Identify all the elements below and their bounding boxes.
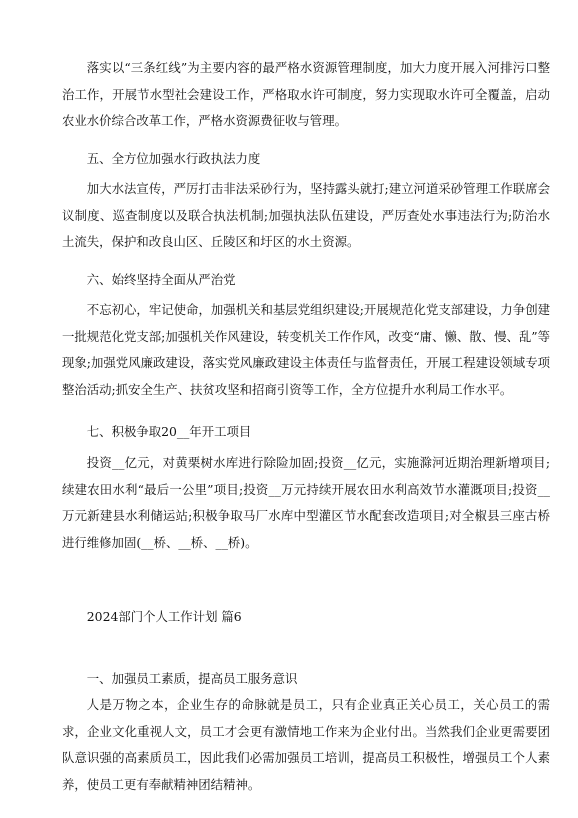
paragraph-party-building: 不忘初心，牢记使命，加强机关和基层党组织建设;开展规范化党支部建设，力争创建一批规范化党支部;加强机关作风建设，转变机关工作作风，改变“庸、懒、散、慢、乱”等现象;加强党风廉政建设，落实党风廉政建设主体责任与监督责任，开展工程建设领域专项整治活动;抓安全生产、扶贫攻坚和招商引资等工作，全方位提升水利局工作水平。	[62, 302, 550, 397]
heading-section-six: 六、始终坚持全面从严治党	[86, 272, 236, 287]
paragraph-law-enforcement: 加大水法宣传，严厉打击非法采砂行为，坚持露头就打;建立河道采砂管理工作联席会议制度、巡查制度以及联合执法机制;加强执法队伍建设，严厉查处水事违法行为;防治水土流失，保护和改良山区、丘陵区和圩区的水土资源。	[62, 181, 550, 249]
section-five	[62, 146, 550, 173]
section-seven-body	[62, 450, 550, 556]
section-title: 2024部门个人工作计划 篇6	[86, 609, 242, 624]
plan-section-one-body	[62, 692, 550, 798]
section-four-body	[62, 55, 550, 135]
heading-section-five: 五、全方位加强水行政执法力度	[86, 151, 261, 166]
section-seven	[62, 419, 550, 446]
paragraph-staff-training: 人是万物之本，企业生存的命脉就是员工，只有企业真正关心员工，关心员工的需求，企业文化重视人文，员工才会更有激情地工作来为企业付出。当然我们企业更需要团队意识强的高素质员工，因此我们必需加强员工培训，提高员工积极性，增强员工个人素养，使员工更有奉献精神团结精神。	[62, 697, 550, 792]
section-six	[62, 267, 550, 294]
paragraph-water-resource-management: 落实以“三条红线”为主要内容的最严格水资源管理制度，加大力度开展入河排污口整治工作，开展节水型社会建设工作，严格取水许可制度，努力实现取水许可全覆盖，启动农业水价综合改革工作，严格水资源费征收与管理。	[62, 60, 550, 128]
section-five-body	[62, 176, 550, 256]
paragraph-projects: 投资__亿元，对黄栗树水库进行除险加固;投资__亿元，实施滁河近期治理新增项目;续建农田水利“最后一公里”项目;投资__万元持续开展农田水利高效节水灌溉项目;投资__万元新建县水利储运站;积极争取马厂水库中型灌区节水配套改造项目;对全椒县三座古桥进行维修加固(__桥、__桥、__桥)。	[62, 455, 550, 550]
heading-staff-quality: 一、加强员工素质，提高员工服务意识	[86, 671, 298, 686]
section-six-body	[62, 297, 550, 403]
plan-section-one	[62, 666, 550, 693]
heading-section-seven: 七、积极争取20__年开工项目	[86, 424, 252, 439]
